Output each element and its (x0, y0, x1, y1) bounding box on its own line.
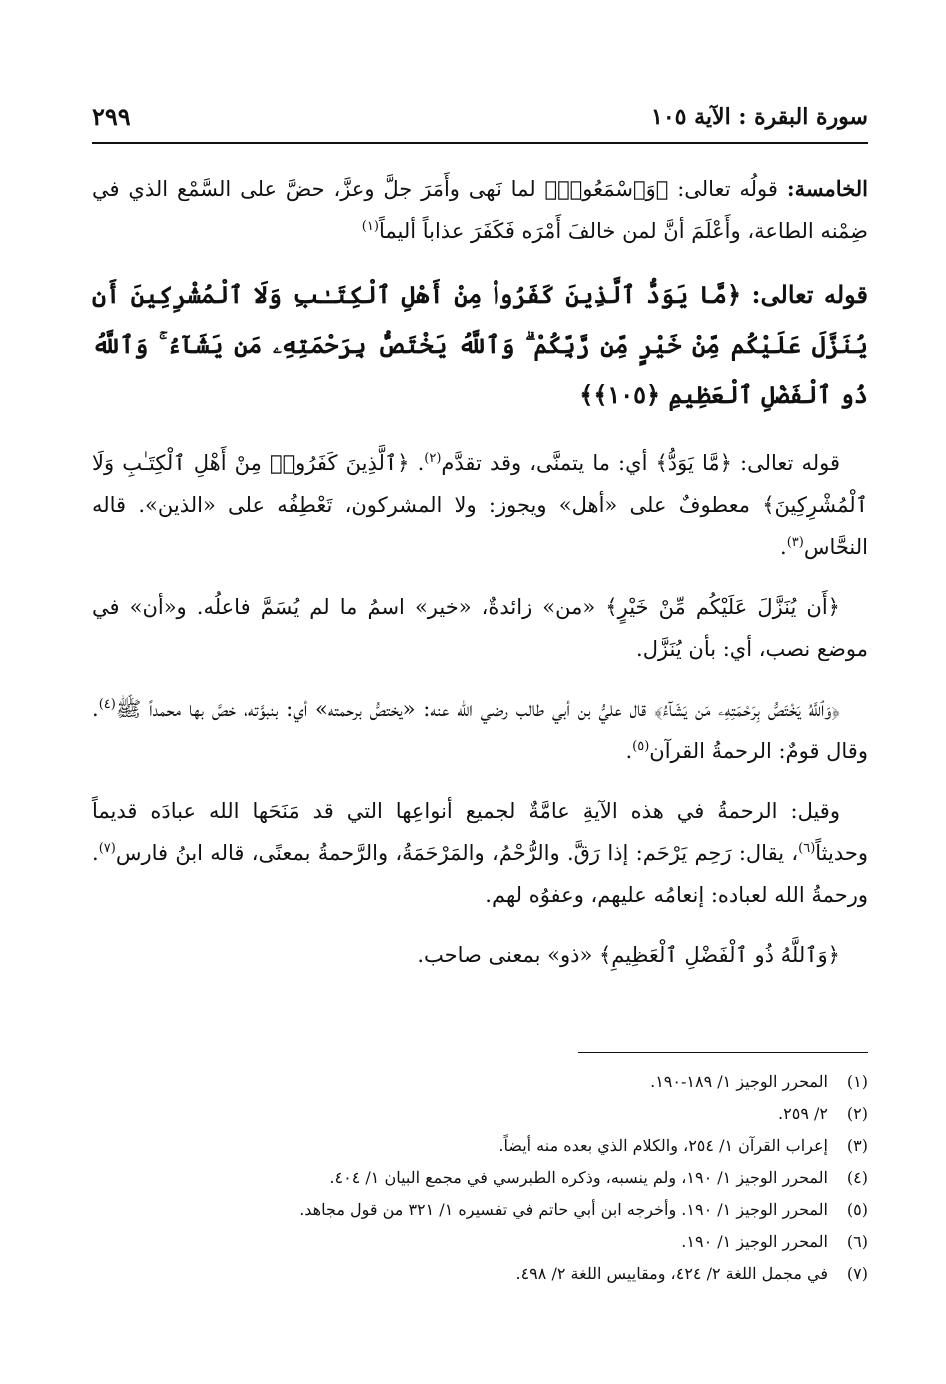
footnote-item (92, 1194, 868, 1226)
footnote-text: المحرر الوجيز ١/ ١٩٠. وأخرجه ابن أبي حاتم في تفسيره ١/ ٣٢١ من قول مجاهد. (299, 1200, 828, 1219)
footnote-text: ٢/ ٢٥٩. (778, 1104, 828, 1123)
footnote-number: (٥) (846, 1200, 868, 1219)
footnote-number: (٣) (846, 1136, 868, 1155)
footnote-marker: (١) (361, 219, 379, 234)
paragraph-text: . ﴿ٱلَّذِينَ كَفَرُوا۟ مِنْ أَهْلِ ٱلْكِتَـٰبِ وَلَا ٱلْمُشْرِكِينَ﴾ معطوفٌ على «أهل» ويجوز: ولا المشركون، تَعْطِفُه على «الذين». قاله النحَّاس (92, 451, 868, 559)
verse-text: ﴿مَّا يَوَدُّ ٱلَّذِينَ كَفَرُوا۟ مِنْ أَهْلِ ٱلْكِتَـٰبِ وَلَا ٱلْمُشْرِكِينَ أَن يُنَزَّلَ عَلَيْكُم مِّنْ خَيْرٍ مِّن رَّبِّكُمْ ۗ وَٱللَّهُ يَخْتَصُّ بِرَحْمَتِهِۦ مَن يَشَآءُ ۚ وَٱللَّهُ ذُو ٱلْفَضْلِ ٱلْعَظِيمِ ﴿١٠٥﴾﴾ (92, 280, 868, 409)
footnote-marker: (٥) (632, 739, 650, 754)
footnote-item (92, 1226, 868, 1258)
paragraph-text: ﴿أَن يُنَزَّلَ عَلَيْكُم مِّنْ خَيْرٍ﴾ «من» زائدةٌ، «خير» اسمُ ما لم يُسَمَّ فاعلُه. و«أن» في موضع نصب، أي: بأن يُنَزَّل. (92, 595, 868, 661)
paragraph-commentary-4 (92, 790, 868, 916)
footnote-item (92, 1066, 868, 1098)
footnote-text: المحرر الوجيز ١/ ١٨٩-١٩٠. (650, 1072, 828, 1091)
footnote-marker: (٧) (98, 841, 116, 856)
footnote-marker: (٤) (98, 697, 116, 712)
paragraph-commentary-1 (92, 442, 868, 568)
paragraph-text: . (780, 535, 787, 559)
footnote-text: المحرر الوجيز ١/ ١٩٠، ولم ينسبه، وذكره الطبرسي في مجمع البيان ١/ ٤٠٤. (329, 1168, 828, 1187)
footnote-item (92, 1162, 868, 1194)
footnote-number: (٧) (846, 1264, 868, 1283)
point-heading: الخامسة: (786, 176, 868, 201)
paragraph-commentary-3 (92, 688, 868, 772)
main-text (92, 168, 868, 994)
footnote-item (92, 1098, 868, 1130)
paragraph-text: . (625, 739, 633, 763)
page-number: ٢٩٩ (92, 102, 131, 131)
paragraph-text: ، يقال: رَحِم يَرْحَم: إذا رَقَّ. والرُّحْمُ، والمَرْحَمَةُ، والرَّحمةُ بمعنًى، قاله ابنُ فارس (115, 841, 799, 865)
footnote-marker: (٢) (424, 451, 442, 466)
footnote-number: (١) (846, 1072, 868, 1091)
footnote-marker: (٦) (798, 841, 816, 856)
footnote-number: (٤) (846, 1168, 868, 1187)
footnote-item (92, 1130, 868, 1162)
footnote-item (92, 1258, 868, 1290)
running-title: سورة البقرة : الآية ١٠٥ (651, 104, 868, 130)
paragraph-text: قوله تعالى: ﴿مَّا يَوَدُّ﴾ أي: ما يتمنَّى، وقد تقدَّم (441, 451, 840, 475)
paragraph-text: قولُه تعالى: ﴿وَٱسْمَعُوا۟﴾ لما نَهى وأَمَرَ جلَّ وعزَّ، حضَّ على السَّمْع الذي في ضِمْنه الطاعة، وأَعْلَمَ أنَّ لمن خالفَ أَمْرَه فَكَفَرَ عذاباً أليماً (92, 177, 868, 243)
verse-intro: قوله تعالى: (751, 280, 869, 309)
verse-block (92, 270, 868, 420)
footnote-divider (578, 1052, 868, 1053)
paragraph-text: ﴿وَٱللَّهُ يَخْتَصُّ بِرَحْمَتِهِۦ مَن يَشَآءُ﴾ قال عليُّ بن أبي طالب رضي الله عنه: «يختصُّ برحمته» أي: بنبوَّته، خصَّ بها محمداً ﷺ (115, 697, 840, 721)
footnote-marker: (٣) (786, 535, 804, 550)
footnote-text: في مجمل اللغة ٢/ ٤٢٤، ومقاييس اللغة ٢/ ٤٩٨. (515, 1264, 828, 1283)
page-header (92, 98, 868, 144)
paragraph-text: ﴿وَٱللَّهُ ذُو ٱلْفَضْلِ ٱلْعَظِيمِ﴾ «ذو» بمعنى صاحب. (417, 943, 840, 967)
paragraph-commentary-2 (92, 586, 868, 670)
paragraph-fifth-point (92, 168, 868, 252)
footnote-text: المحرر الوجيز ١/ ١٩٠. (681, 1232, 828, 1251)
footnote-text: إعراب القرآن ١/ ٢٥٤، والكلام الذي بعده منه أيضاً. (498, 1136, 828, 1155)
paragraph-text: . وقال قومٌ: الرحمةُ القرآن (92, 697, 868, 763)
paragraph-commentary-5 (92, 934, 868, 976)
footnotes (92, 1066, 868, 1290)
paragraph-text: . ورحمةُ الله لعباده: إنعامُه عليهم، وعفوُه لهم. (92, 841, 868, 907)
footnote-number: (٢) (846, 1104, 868, 1123)
paragraph-text: وقيل: الرحمةُ في هذه الآيةِ عامَّةٌ لجميع أنواعِها التي قد مَنَحَها الله عبادَه قديماً وحديثاً (92, 799, 868, 865)
footnote-number: (٦) (846, 1232, 868, 1251)
